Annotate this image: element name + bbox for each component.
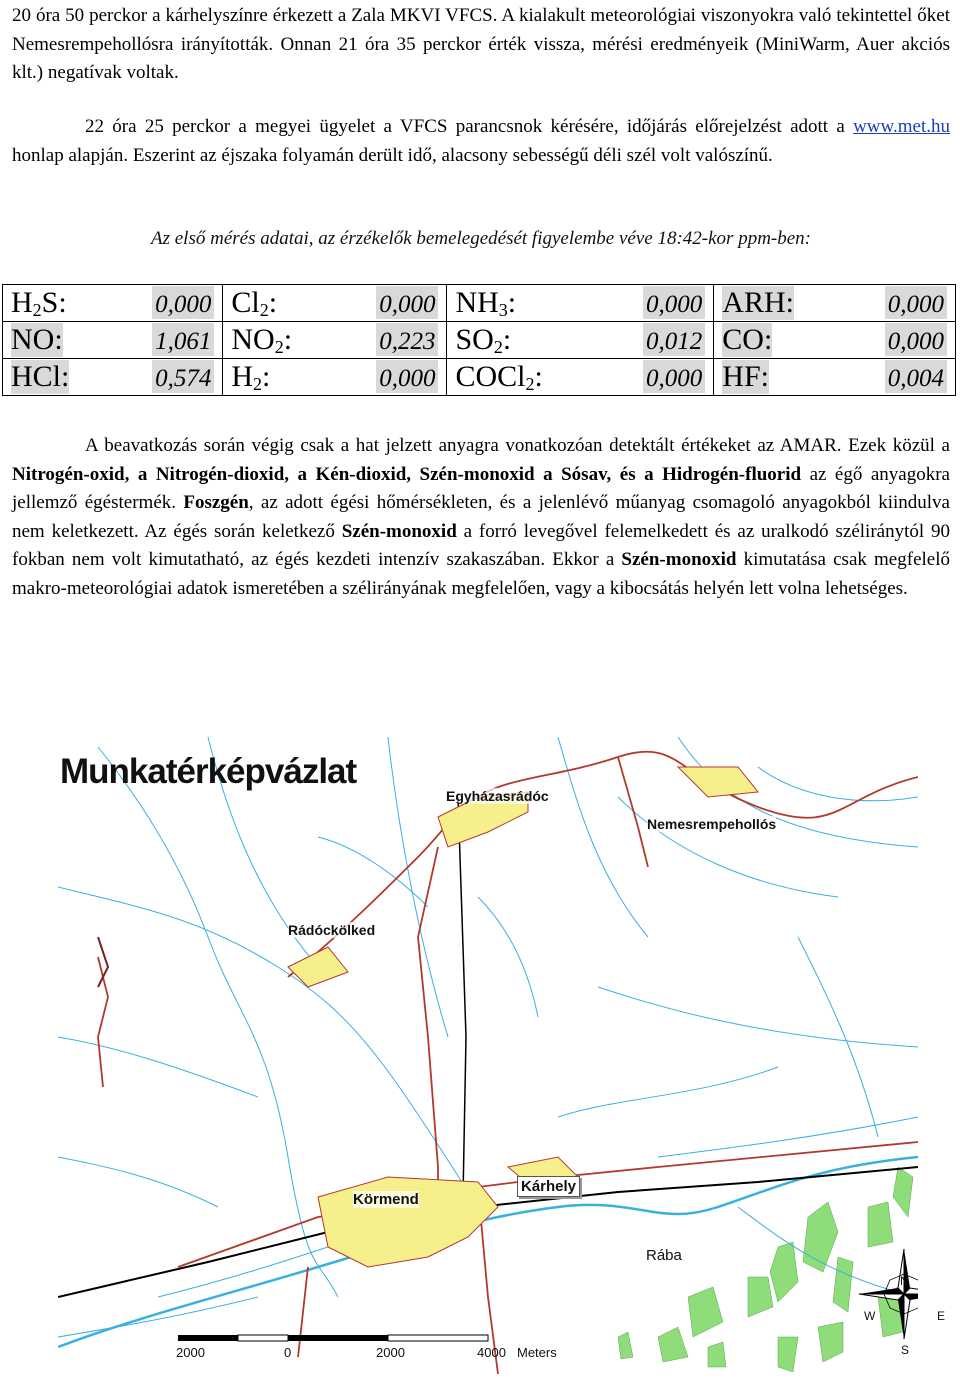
substance-name: $SO_2$:	[455, 322, 512, 357]
label-nemesrempehollos: Nemesrempehollós	[647, 816, 777, 832]
label-kormend: Körmend	[353, 1191, 419, 1208]
measurement-table	[2, 284, 956, 396]
label-egyhazasradoc: Egyházasrádóc	[446, 788, 549, 804]
substance-value: 0,223	[376, 323, 438, 356]
scale-label-0: 0	[284, 1345, 292, 1360]
substance-value: 1,061	[152, 323, 214, 356]
measurement-cell	[3, 359, 223, 396]
measurement-cell	[3, 322, 223, 359]
substance-name: NO:	[11, 323, 63, 356]
measurement-row	[3, 322, 956, 359]
measurement-cell	[714, 359, 956, 396]
compass-s: S	[901, 1343, 910, 1357]
substance-name: HCl:	[11, 360, 70, 393]
compass-e: E	[937, 1309, 946, 1323]
substance-value: 0,000	[885, 286, 947, 319]
work-map	[58, 737, 918, 1374]
paragraph-forecast: 22 óra 25 perckor a megyei ügyelet a VFCS parancsnok kérésére, időjárás előrejelzést adott a www.met.hu honlap alapján. Eszerint az éjszaka folyamán derült idő, alacsony sebességű déli szél volt valószínű.	[12, 116, 950, 166]
substance-value: 0,574	[152, 360, 214, 393]
substance-value: 0,000	[376, 286, 438, 319]
compass-w: W	[864, 1309, 876, 1323]
measurement-cell	[714, 285, 956, 322]
paragraph-evaluation: A beavatkozás során végig csak a hat jelzett anyagra vonatkozóan detektált értékeket az AMAR. Ezek közül a Nitrogén-oxid, a Nitrogén-dioxid, a Kén-dioxid, Szén-monoxid a Sósav, és a Hidrogén-fluorid az égő anyagokra jellemző égéstermék. Foszgén, az adott égési hőmérsékleten, és a jelenlévő műanyag csomagoló anyagokból kiindulva nem keletkezett. Az égés során keletkező Szén-monoxid a forró levegővel felemelkedett és az uralkodó széliránytól 90 fokban nem volt kimutatható, az égés kezdeti intenzív szakaszában. Ekkor a Szén-monoxid kimutatása csak megfelelő makro-meteorológiai adatok ismeretében a szélirányának megfelelően, vagy a kibocsátás helyén lett volna lehetséges.	[12, 435, 950, 599]
substance-name: COCl$_2$:	[455, 359, 543, 394]
scale-label-4000: 4000	[477, 1345, 506, 1360]
substance-name: CO:	[722, 323, 773, 356]
measurement-cell	[223, 285, 447, 322]
substance-name: $NO_2$:	[231, 322, 293, 357]
substance-value: 0,000	[885, 323, 947, 356]
label-karhely: Kárhely	[517, 1176, 580, 1197]
measurement-cell	[223, 359, 447, 396]
substance-value: 0,000	[152, 286, 214, 319]
measurement-cell	[223, 322, 447, 359]
substance-value: 0,004	[885, 360, 947, 393]
measurement-cell	[714, 322, 956, 359]
map-title: Munkatérképvázlat	[60, 752, 357, 791]
scale-label-2000: 2000	[376, 1345, 405, 1360]
compass-n: N	[900, 1274, 909, 1288]
substance-name: HF:	[722, 360, 769, 393]
scale-unit: Meters	[517, 1345, 557, 1360]
substance-value: 0,000	[643, 360, 705, 393]
label-radockolked: Rádóckölked	[288, 922, 376, 938]
substance-name: $H_2$:	[231, 359, 271, 394]
substance-name: $Cl_2$:	[231, 285, 278, 320]
measurement-row	[3, 285, 956, 322]
substance-name: $H_2S$:	[11, 285, 67, 320]
scale-bar	[178, 1335, 488, 1341]
substance-value: 0,000	[376, 360, 438, 393]
paragraph-arrival: 20 óra 50 perckor a kárhelyszínre érkezett a Zala MKVI VFCS. A kialakult meteorológiai viszonyokra való tekintettel őket Nemesrempehollósra irányították. Onnan 21 óra 35 perckor érték vissza, mérési eredményeik (MiniWarm, Auer akciós klt.) negatívak voltak.	[12, 5, 950, 83]
substance-name: ARH:	[722, 286, 794, 319]
substance-value: 0,012	[643, 323, 705, 356]
scale-label-2000-left: 2000	[176, 1345, 205, 1360]
substance-name: $NH_3$:	[455, 285, 517, 320]
measurement-cell	[447, 285, 714, 322]
label-raba: Rába	[646, 1247, 682, 1264]
measurement-cell	[447, 322, 714, 359]
measurement-cell	[447, 359, 714, 396]
substance-value: 0,000	[643, 286, 705, 319]
met-hu-link[interactable]: www.met.hu	[853, 116, 950, 137]
measurement-caption: Az első mérés adatai, az érzékelők bemelegedését figyelembe véve 18:42-kor ppm-ben:	[151, 228, 811, 249]
measurement-cell	[3, 285, 223, 322]
measurement-row	[3, 359, 956, 396]
